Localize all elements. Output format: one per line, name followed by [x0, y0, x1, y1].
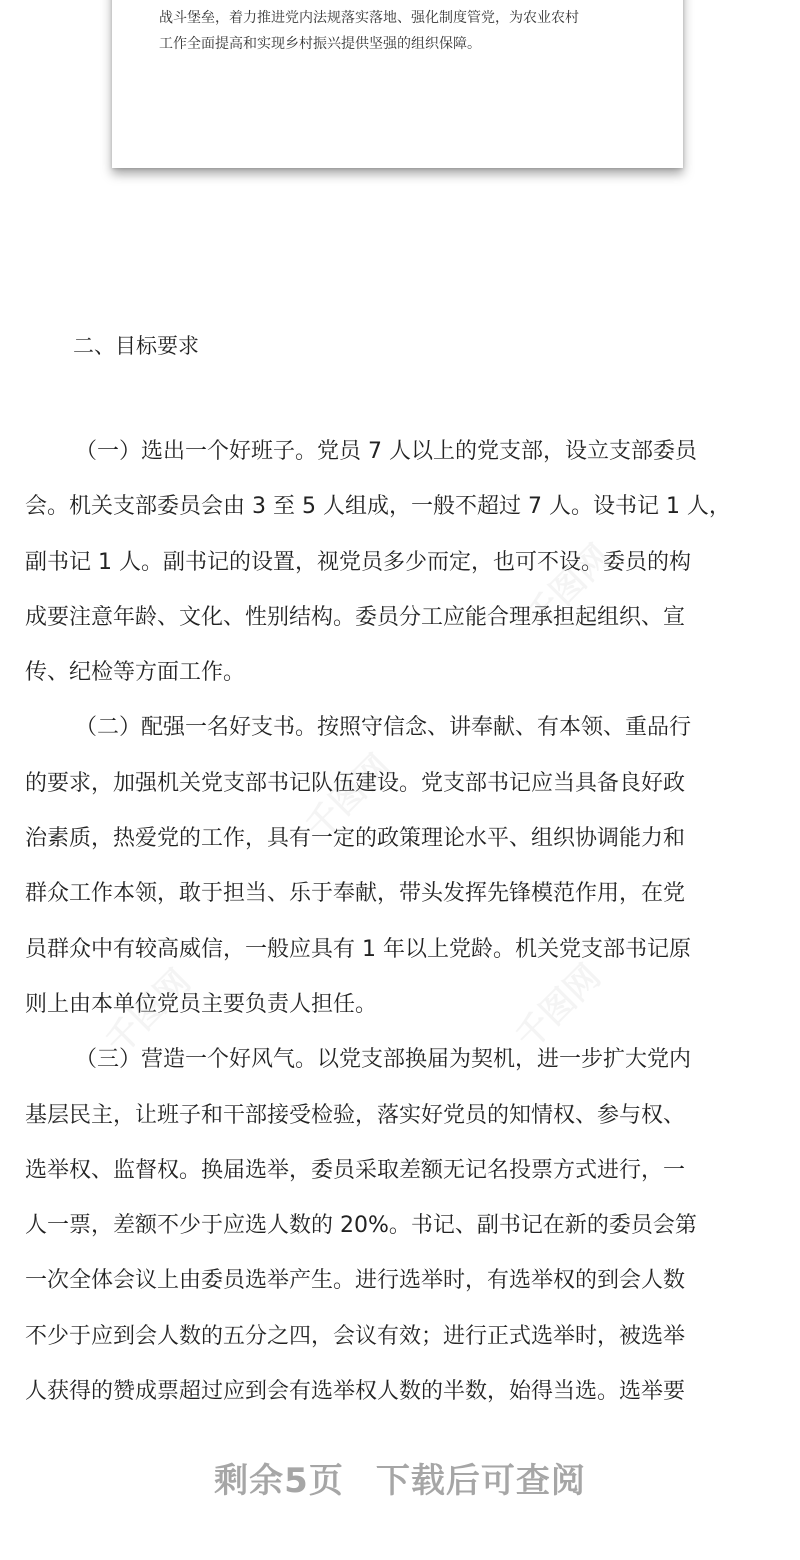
document-body	[25, 424, 795, 1419]
paragraph-line: 选举权、监督权。换届选举，委员采取差额无记名投票方式进行，一	[25, 1157, 686, 1183]
paragraph-line: 一次全体会议上由委员选举产生。进行选举时，有选举权的到会人数	[25, 1268, 686, 1294]
paragraph-line: （三）营造一个好风气。以党支部换届为契机，进一步扩大党内	[75, 1047, 692, 1073]
paragraph-line: 成要注意年龄、文化、性别结构。委员分工应能合理承担起组织、宣	[25, 604, 686, 630]
paragraph-line: 人获得的赞成票超过应到会有选举权人数的半数，始得当选。选举要	[25, 1379, 686, 1405]
document-preview-card	[112, 0, 683, 168]
card-line: 工作全面提高和实现乡村振兴提供坚强的组织保障。	[159, 36, 481, 52]
download-prompt[interactable]	[0, 1456, 800, 1506]
paragraph-line: 传、纪检等方面工作。	[25, 660, 246, 686]
paragraph-line: （一）选出一个好班子。党员 7 人以上的党支部，设立支部委员	[75, 439, 697, 464]
paragraph-line: 群众工作本领，敢于担当、乐于奉献，带头发挥先锋模范作用，在党	[25, 881, 686, 907]
paragraph-line: 则上由本单位党员主要负责人担任。	[25, 991, 378, 1017]
paragraph-line: 员群众中有较高威信，一般应具有 1 年以上党龄。机关党支部书记原	[25, 936, 691, 962]
card-line: 战斗堡垒，着力推进党内法规落实落地、强化制度管党，为农业农村	[159, 10, 579, 26]
paragraph-line: 会。机关支部委员会由 3 至 5 人组成，一般不超过 7 人。设书记 1 人，	[25, 494, 731, 520]
section-heading: 二、目标要求	[73, 334, 199, 358]
paragraph-line: 的要求，加强机关党支部书记队伍建设。党支部书记应当具备良好政	[25, 770, 686, 796]
paragraph-line: 人一票，差额不少于应选人数的 20%。书记、副书记在新的委员会第	[25, 1213, 697, 1239]
paragraph-line: 不少于应到会人数的五分之四，会议有效；进行正式选举时，被选举	[25, 1323, 686, 1349]
paragraph-line: 副书记 1 人。副书记的设置，视党员多少而定，也可不设。委员的构	[25, 549, 691, 575]
paragraph-line: （二）配强一名好支书。按照守信念、讲奉献、有本领、重品行	[75, 715, 692, 741]
card-text	[159, 5, 659, 57]
paragraph-line: 治素质，热爱党的工作，具有一定的政策理论水平、组织协调能力和	[25, 826, 686, 852]
paragraph-line: 基层民主，让班子和干部接受检验，落实好党员的知情权、参与权、	[25, 1102, 686, 1128]
remaining-pages-label: 剩余5页	[214, 1461, 344, 1501]
download-to-view-link[interactable]: 下载后可查阅	[375, 1461, 586, 1501]
